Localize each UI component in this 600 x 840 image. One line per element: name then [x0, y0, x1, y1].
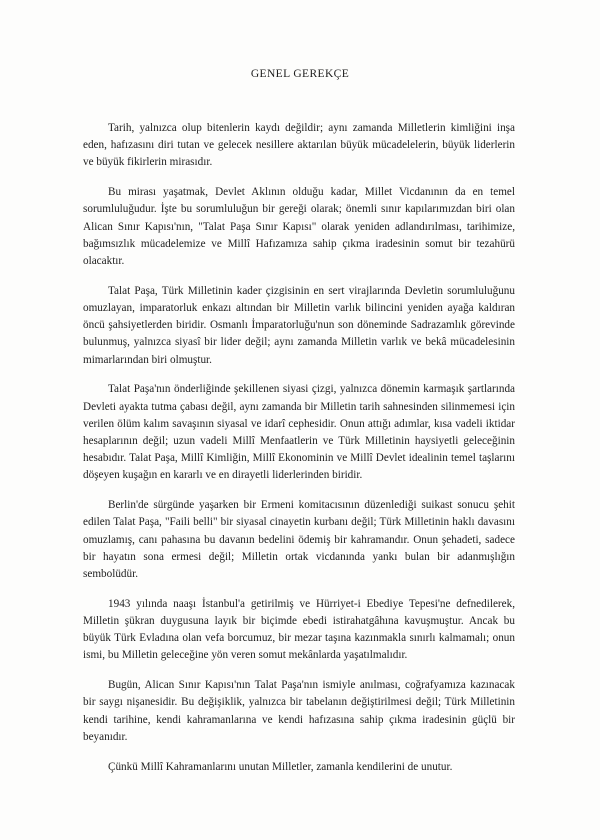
paragraph-5: Berlin'de sürgünde yaşarken bir Ermeni komitacısının düzenlediği suikast sonucu şehit edilen Talat Paşa, "Faili belli" bir siyasal cinayetin kurbanı değil; Türk Milletinin haklı davasını omuzlamış, canı pahasına bu davanın bedelini ödemiş bir kahramandır. Onun şehadeti, sadece bir hayatın sona ermesi değil; Milletin ortak vicdanında yankı bulan bir adanmışlığın sembolüdür.	[83, 499, 515, 581]
document-title: GENEL GEREKÇE	[250, 68, 350, 80]
paragraph-4: Talat Paşa'nın önderliğinde şekillenen siyasi çizgi, yalnızca dönemin karmaşık şartlarında Devleti ayakta tutma çabası değil, aynı zamanda bir Milletin tarih sahnesinden silinmemesi için verilen ölüm kalım savaşının siyasal ve idarî cephesidir. Onun attığı adımlar, kısa vadeli iktidar hesaplarının değil; uzun vadeli Millî Menfaatlerin ve Türk Milletinin haysiyetli geleceğinin hesabıdır. Talat Paşa, Millî Kimliğin, Millî Ekonominin ve Millî Devlet idealinin temel taşlarını döşeyen kuşağın en kararlı ve en dirayetli liderlerinden biridir.	[83, 383, 515, 482]
paragraph-2: Bu mirası yaşatmak, Devlet Aklının olduğu kadar, Millet Vicdanının da en temel sorumluluğudur. İşte bu sorumluluğun bir gereği olarak; önemli sınır kapılarımızdan biri olan Alican Sınır Kapısı'nın, "Talat Paşa Sınır Kapısı" olarak yeniden adlandırılması, tarihimize, bağımsızlık mücadelemize ve Millî Hafızamıza sahip çıkma iradesinin somut bir tezahürü olacaktır.	[83, 186, 515, 268]
paragraph-1: Tarih, yalnızca olup bitenlerin kaydı değildir; aynı zamanda Milletlerin kimliğini inşa eden, hafızasını diri tutan ve gelecek nesillere aktarılan büyük mücadelelerin, büyük liderlerin ve büyük fikirlerin mirasıdır.	[83, 122, 515, 169]
paragraph-3: Talat Paşa, Türk Milletinin kader çizgisinin en sert virajlarında Devletin sorumluluğunu omuzlayan, imparatorluk enkazı altından bir Milletin varlık bilincini yeniden ayağa kaldıran öncü şahsiyetlerden biridir. Osmanlı İmparatorluğu'nun son döneminde Sadrazamlık görevinde bulunmuş, yalnızca siyasî bir lider değil; aynı zamanda Milletin varlık ve bekâ mücadelesinin mimarlarından biri olmuştur.	[83, 284, 515, 366]
document-body	[83, 120, 515, 776]
paragraph-6: 1943 yılında naaşı İstanbul'a getirilmiş ve Hürriyet-i Ebediye Tepesi'ne defnedilerek, Milletin şükran duygusuna layık bir biçimde ebedi istirahatgâhına kavuşmuştur. Ancak bu büyük Türk Evladına olan vefa borcumuz, bir mezar taşına kazınmakla sınırlı kalmamalı; onun ismi, bu Milletin geleceğine yön veren somut mekânlarda yaşatılmalıdır.	[83, 597, 515, 662]
paragraph-7: Bugün, Alican Sınır Kapısı'nın Talat Paşa'nın ismiyle anılması, coğrafyamıza kazınacak bir saygı nişanesidir. Bu değişiklik, yalnızca bir tabelanın değiştirilmesi değil; Türk Milletinin kendi tarihine, kendi kahramanlarına ve kendi hafızasına sahip çıkma iradesinin güçlü bir beyanıdır.	[83, 679, 515, 743]
paragraph-8: Çünkü Millî Kahramanlarını unutan Milletler, zamanla kendilerini de unutur.	[108, 760, 453, 773]
